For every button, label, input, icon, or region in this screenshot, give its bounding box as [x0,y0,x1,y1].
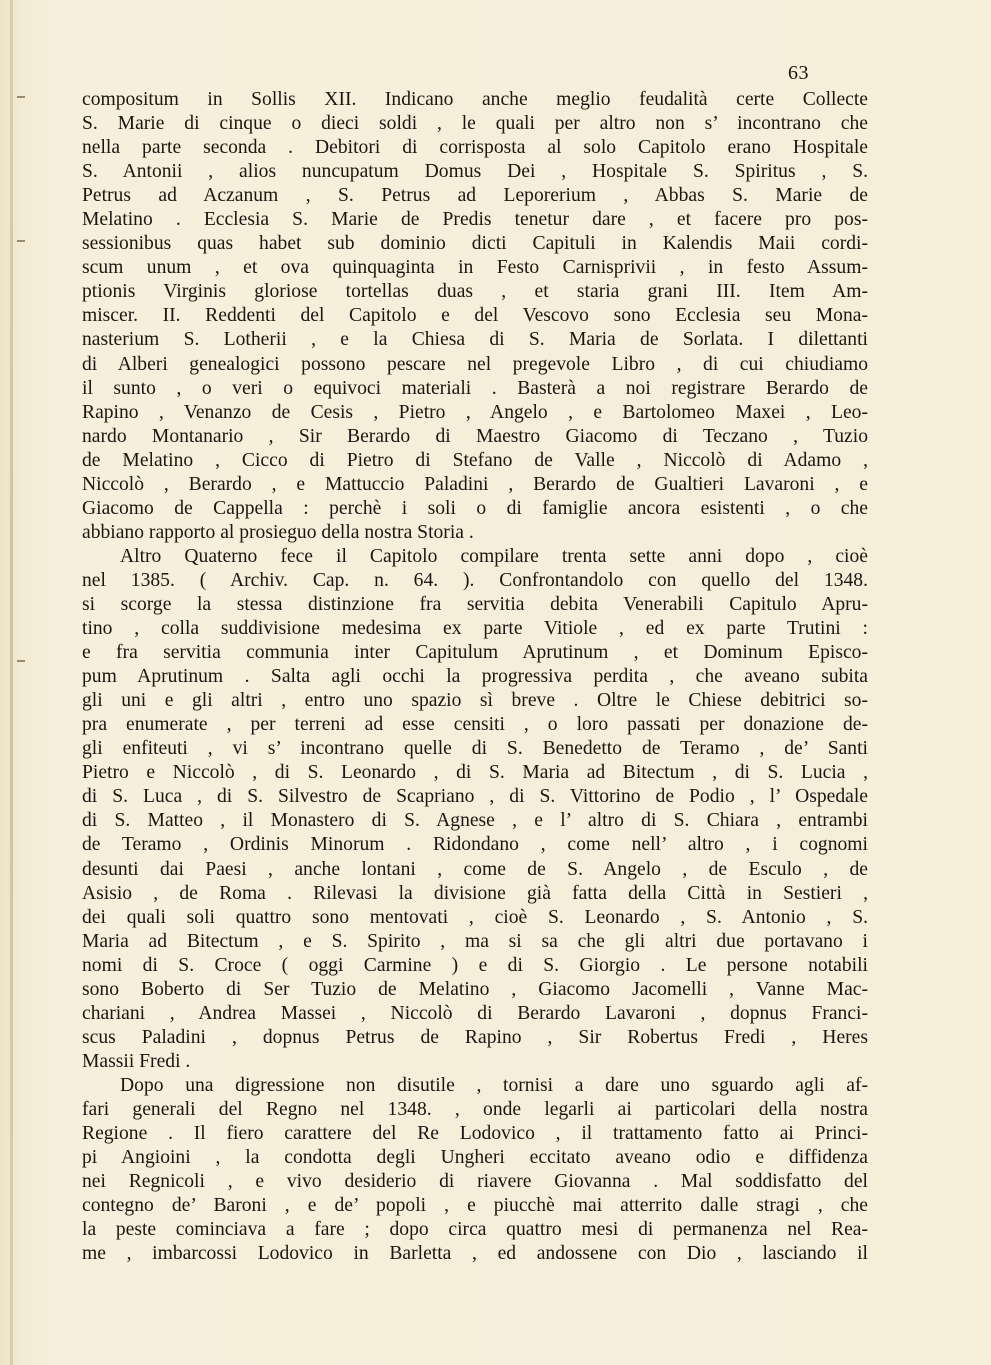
text-line: sono Boberto di Ser Tuzio de Melatino , Giacomo Jacomelli , Vanne Mac- [82,978,868,1000]
text-line: Pietro e Niccolò , di S. Leonardo , di S. Maria ad Bitectum , di S. Lucia , [82,762,868,784]
text-line: Massii Fredi . [82,1050,191,1072]
text-line: chariani , Andrea Massei , Niccolò di Berardo Lavaroni , dopnus Franci- [82,1002,868,1024]
text-line: di S. Luca , di S. Silvestro de Scapriano , di S. Vittorino de Podio , l’ Ospedale [82,786,868,808]
text-line: abbiano rapporto al prosieguo della nostra Storia . [82,521,474,543]
page-binding-edge [10,0,13,1365]
margin-mark [17,660,25,662]
text-line: pra enumerate , per terreni ad esse censiti , o loro passati per donazione de- [82,714,868,736]
text-line: il sunto , o veri o equivoci materiali . Basterà a noi registrare Berardo de [82,377,868,399]
text-line: contegno de’ Baroni , e de’ popoli , e piucchè mai atterrito dalle stragi , che [82,1195,868,1217]
text-line: gli uni e gli altri , entro uno spazio sì breve . Oltre le Chiese debitrici so- [82,690,868,712]
text-line: Maria ad Bitectum , e S. Spirito , ma si sa che gli altri due portavano i [82,930,868,952]
text-line: gli enfiteuti , vi s’ incontrano quelle di S. Benedetto de Teramo , de’ Santi [82,738,868,760]
page-number: 63 [788,62,809,84]
text-line: la peste cominciava a fare ; dopo circa quattro mesi di permanenza nel Rea- [82,1219,868,1241]
text-line: S. Marie di cinque o dieci soldi , le quali per altro non s’ incontrano che [82,113,868,135]
margin-mark [17,96,25,98]
text-line: me , imbarcossi Lodovico in Barletta , ed andossene con Dio , lasciando il [82,1243,868,1265]
text-line: si scorge la stessa distinzione fra servitia debita Venerabili Capitulo Apru- [82,593,868,615]
text-line: desunti dai Paesi , anche lontani , come de S. Angelo , de Esculo , de [82,858,868,880]
text-line: miscer. II. Reddenti del Capitolo e del Vescovo sono Ecclesia seu Mona- [82,305,868,327]
text-line: nomi di S. Croce ( oggi Carmine ) e di S. Giorgio . Le persone notabili [82,954,868,976]
text-line: fari generali del Regno nel 1348. , onde legarli ai particolari della nostra [82,1098,868,1120]
text-line: dei quali soli quattro sono mentovati , cioè S. Leonardo , S. Antonio , S. [82,906,868,928]
text-line: nella parte seconda . Debitori di corrisposta al solo Capitolo erano Hospitale [82,137,868,159]
text-line: scus Paladini , dopnus Petrus de Rapino , Sir Robertus Fredi , Heres [82,1026,868,1048]
text-line: nei Regnicoli , e vivo desiderio di riavere Giovanna . Mal soddisfatto del [82,1171,868,1193]
text-line: Regione . Il fiero carattere del Re Lodovico , il trattamento fatto ai Princi- [82,1123,868,1145]
text-line: Dopo una digressione non disutile , tornisi a dare uno sguardo agli af- [120,1074,868,1096]
text-line: Altro Quaterno fece il Capitolo compilare trenta sette anni dopo , cioè [120,545,868,567]
text-line: nardo Montanario , Sir Berardo di Maestro Giacomo di Teczano , Tuzio [82,425,868,447]
text-line: Asisio , de Roma . Rilevasi la divisione già fatta della Città in Sestieri , [82,882,868,904]
text-line: nel 1385. ( Archiv. Cap. n. 64. ). Confrontandolo con quello del 1348. [82,569,868,591]
text-line: de Teramo , Ordinis Minorum . Ridondano , come nell’ altro , i cognomi [82,834,868,856]
text-line: sessionibus quas habet sub dominio dicti Capituli in Kalendis Maii cordi- [82,233,868,255]
text-line: Giacomo de Cappella : perchè i soli o di famiglie ancora esistenti , o che [82,497,868,519]
text-line: tino , colla suddivisione medesima ex parte Vitiole , ed ex parte Trutini : [82,618,868,640]
text-line: de Melatino , Cicco di Pietro di Stefano de Valle , Niccolò di Adamo , [82,449,868,471]
text-line: e fra servitia communia inter Capitulum Aprutinum , et Dominum Episco- [82,642,868,664]
text-line: scum unum , et ova quinquaginta in Festo Carnisprivii , in festo Assum- [82,257,868,279]
text-line: S. Antonii , alios nuncupatum Domus Dei , Hospitale S. Spiritus , S. [82,161,868,183]
text-line: Niccolò , Berardo , e Mattuccio Paladini , Berardo de Gualtieri Lavaroni , e [82,473,868,495]
text-line: pi Angioini , la condotta degli Ungheri eccitato aveano odio e diffidenza [82,1147,868,1169]
text-line: Melatino . Ecclesia S. Marie de Predis tenetur dare , et facere pro pos- [82,209,868,231]
text-line: pum Aprutinum . Salta agli occhi la progressiva perdita , che aveano subita [82,666,868,688]
text-line: Rapino , Venanzo de Cesis , Pietro , Angelo , e Bartolomeo Maxei , Leo- [82,401,868,423]
text-line: ptionis Virginis gloriose tortellas duas , et staria grani III. Item Am- [82,281,868,303]
text-line: nasterium S. Lotherii , e la Chiesa di S. Maria de Sorlata. I dilettanti [82,329,868,351]
text-line: di S. Matteo , il Monastero di S. Agnese , e l’ altro di S. Chiara , entrambi [82,810,868,832]
text-line: Petrus ad Aczanum , S. Petrus ad Leporerium , Abbas S. Marie de [82,185,868,207]
text-line: compositum in Sollis XII. Indicano anche meglio feudalità certe Collecte [82,89,868,110]
text-line: di Alberi genealogici possono pescare nel pregevole Libro , di cui chiudiamo [82,353,868,375]
margin-mark [17,240,25,242]
body-text [82,88,868,1266]
